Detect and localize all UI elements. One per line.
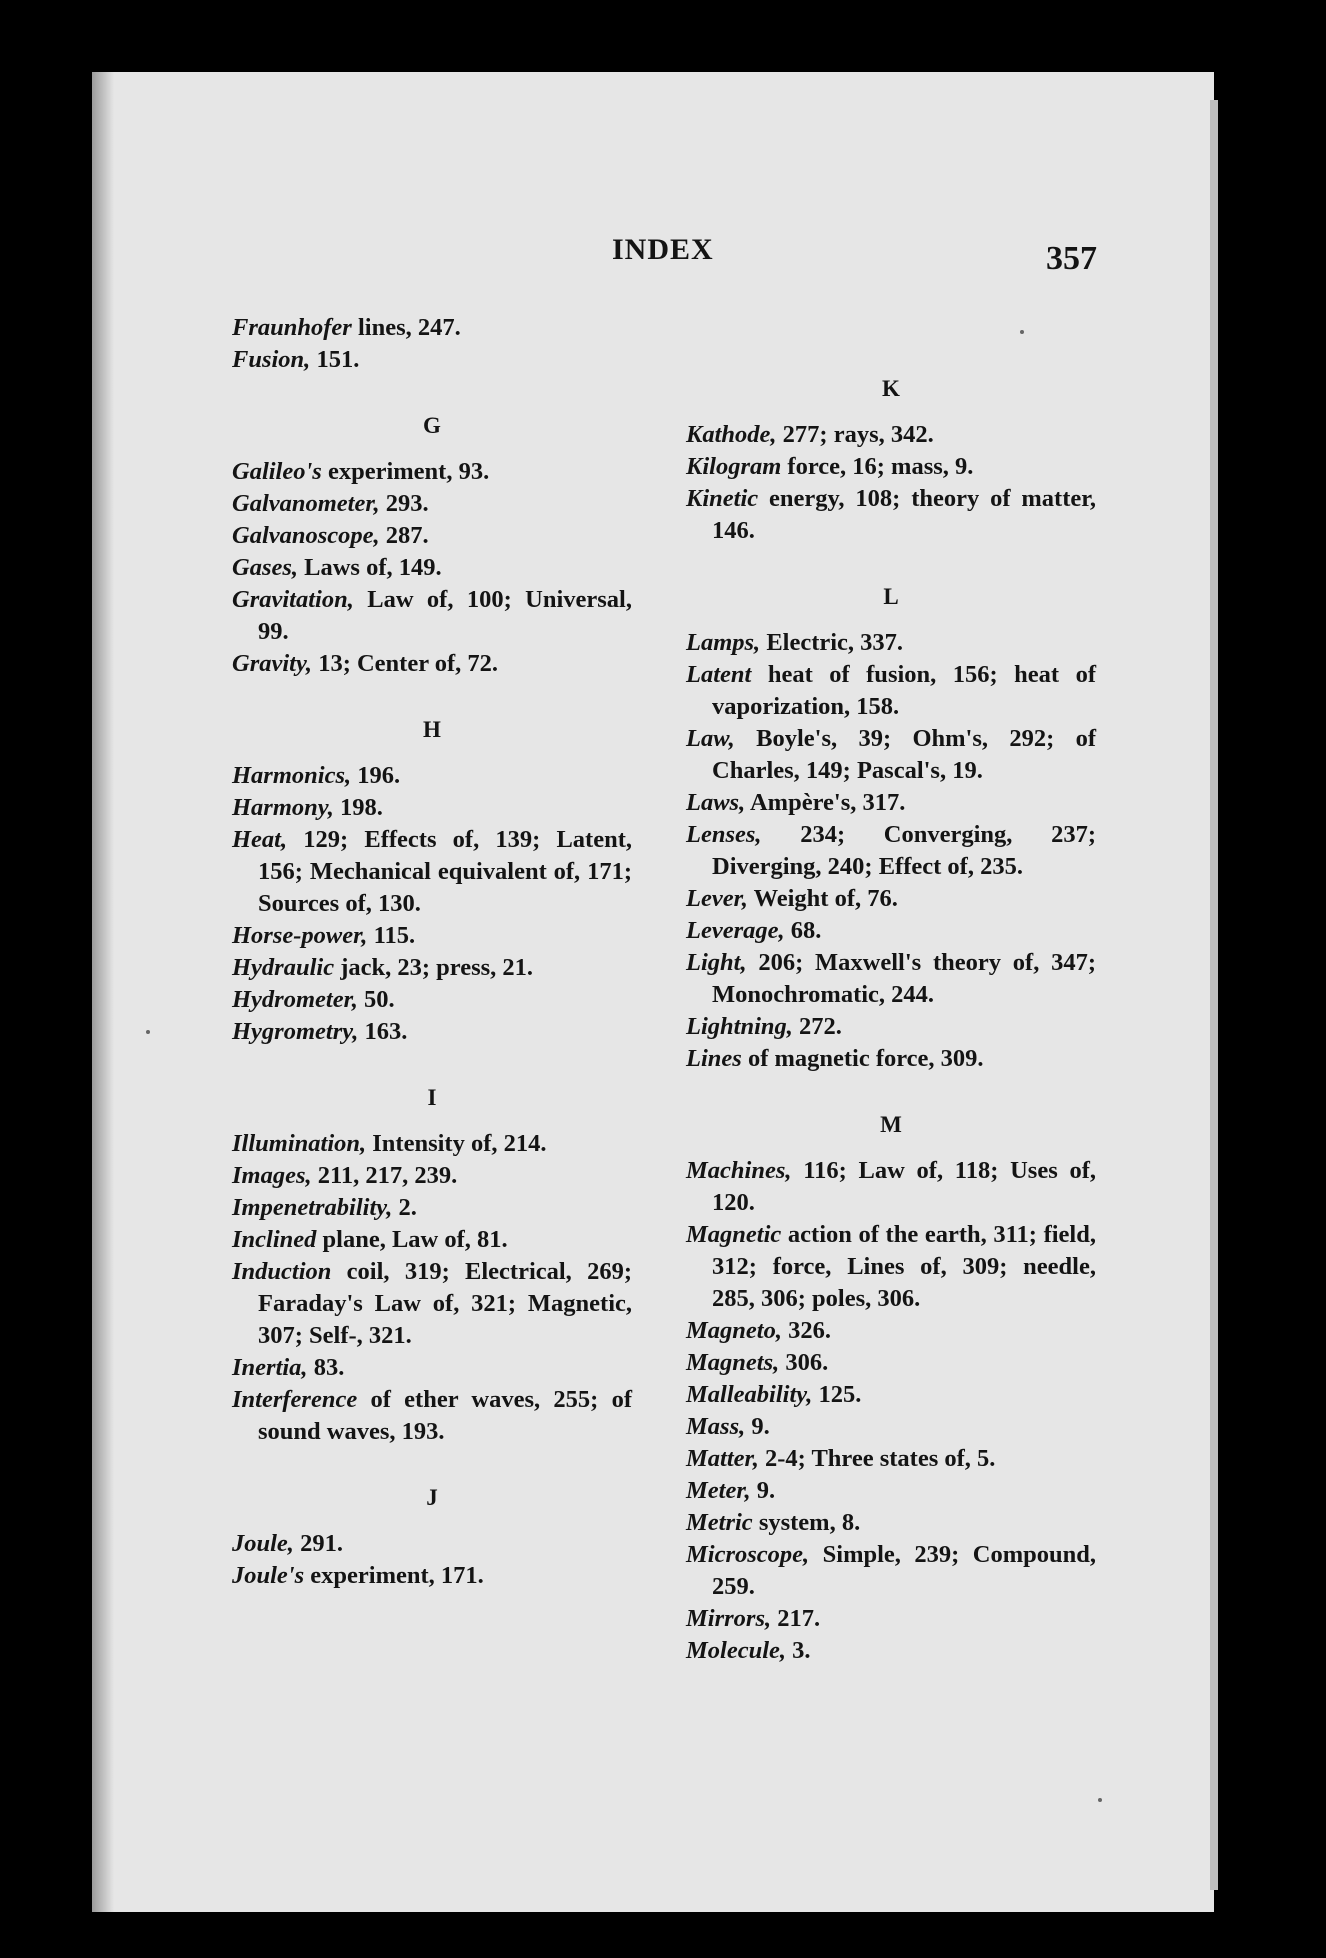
- index-entry: [232, 456, 632, 488]
- index-term: Joule's: [232, 1562, 305, 1589]
- index-entry: [232, 760, 632, 792]
- index-entry: [686, 883, 1096, 915]
- index-entry: [686, 1539, 1096, 1603]
- index-entry: [232, 1528, 632, 1560]
- index-entry: [232, 1128, 632, 1160]
- index-entry: [686, 659, 1096, 723]
- index-term: Horse-power,: [232, 922, 368, 949]
- index-references: energy, 108; theory of matter, 146.: [712, 485, 1096, 544]
- index-term: Galvanoscope,: [232, 522, 380, 549]
- index-term: Gravitation,: [232, 586, 354, 613]
- index-entry: [686, 1043, 1096, 1075]
- section-letter: H: [423, 717, 441, 742]
- index-entry: [686, 1379, 1096, 1411]
- index-entry: [232, 1256, 632, 1352]
- index-term: Illumination,: [232, 1130, 367, 1157]
- index-term: Malleability,: [686, 1381, 813, 1408]
- section-letter: M: [880, 1112, 902, 1137]
- index-term: Fraunhofer: [232, 314, 352, 341]
- index-references: 198.: [333, 794, 383, 821]
- index-references: 217.: [771, 1605, 821, 1632]
- index-references: 151.: [310, 346, 360, 373]
- index-entry: [686, 1347, 1096, 1379]
- index-references: 287.: [379, 522, 429, 549]
- index-entry: [232, 1160, 632, 1192]
- index-references: 50.: [357, 986, 395, 1013]
- index-entry: [686, 419, 1096, 451]
- index-references: experiment, 171.: [304, 1562, 484, 1589]
- index-term: Images,: [232, 1162, 312, 1189]
- index-references: 272.: [792, 1013, 842, 1040]
- index-term: Mass,: [686, 1413, 746, 1440]
- section-letter: L: [883, 584, 899, 609]
- index-term: Hydrometer,: [232, 986, 358, 1013]
- index-references: 125.: [812, 1381, 862, 1408]
- index-entry: [232, 1192, 632, 1224]
- index-term: Lamps,: [686, 629, 761, 656]
- index-references: system, 8.: [752, 1509, 861, 1536]
- index-entry: [232, 520, 632, 552]
- index-references: of magnetic force, 309.: [741, 1045, 984, 1072]
- print-speck: [1020, 330, 1024, 334]
- index-entry: [686, 1603, 1096, 1635]
- index-term: Induction: [232, 1258, 332, 1285]
- index-entry: [686, 1219, 1096, 1315]
- index-term: Molecule,: [686, 1637, 787, 1664]
- index-references: 196.: [351, 762, 401, 789]
- index-entry: [232, 1352, 632, 1384]
- index-references: force, 16; mass, 9.: [781, 453, 974, 480]
- index-entry: [686, 627, 1096, 659]
- index-entry: [232, 824, 632, 920]
- index-references: experiment, 93.: [321, 458, 490, 485]
- index-term: Inclined: [232, 1226, 317, 1253]
- index-references: 211, 217, 239.: [311, 1162, 458, 1189]
- index-references: 68.: [784, 917, 822, 944]
- index-references: 129; Effects of, 139; Latent, 156; Mechanical equivalent of, 171; Sources of, 130.: [258, 826, 632, 917]
- index-references: 163.: [358, 1018, 408, 1045]
- index-entry: [232, 344, 632, 376]
- index-entry: [686, 451, 1096, 483]
- index-term: Machines,: [686, 1157, 792, 1184]
- index-term: Joule,: [232, 1530, 294, 1557]
- index-references: 13; Center of, 72.: [312, 650, 499, 677]
- index-term: Matter,: [686, 1445, 759, 1472]
- index-entry: [232, 792, 632, 824]
- index-entry: [686, 1507, 1096, 1539]
- index-references: coil, 319; Electrical, 269; Faraday's Law of, 321; Magnetic, 307; Self-, 321.: [258, 1258, 632, 1349]
- index-column-left: [232, 312, 632, 1592]
- index-term: Galileo's: [232, 458, 322, 485]
- section-letter: I: [427, 1085, 437, 1110]
- index-term: Harmony,: [232, 794, 334, 821]
- index-references: heat of fusion, 156; heat of vaporization, 158.: [712, 661, 1096, 720]
- index-term: Latent: [686, 661, 752, 688]
- running-head: INDEX: [612, 233, 714, 266]
- index-references: 83.: [307, 1354, 345, 1381]
- index-references: 9.: [750, 1477, 776, 1504]
- section-letter: J: [426, 1485, 438, 1510]
- index-references: jack, 23; press, 21.: [334, 954, 534, 981]
- section-letter: K: [882, 376, 900, 401]
- index-references: 3.: [786, 1637, 811, 1664]
- index-entry: [686, 819, 1096, 883]
- index-references: Intensity of, 214.: [366, 1130, 547, 1157]
- index-term: Heat,: [232, 826, 288, 853]
- index-references: Laws of, 149.: [298, 554, 442, 581]
- index-references: 2-4; Three states of, 5.: [758, 1445, 996, 1472]
- index-term: Microscope,: [686, 1541, 810, 1568]
- index-term: Lightning,: [686, 1013, 793, 1040]
- index-references: plane, Law of, 81.: [316, 1226, 508, 1253]
- index-entry: [686, 947, 1096, 1011]
- index-entry: [686, 1155, 1096, 1219]
- index-term: Harmonics,: [232, 762, 352, 789]
- index-term: Kinetic: [686, 485, 759, 512]
- index-references: action of the earth, 311; field, 312; force, Lines of, 309; needle, 285, 306; poles, 306.: [712, 1221, 1096, 1312]
- index-references: 115.: [367, 922, 416, 949]
- index-references: Weight of, 76.: [747, 885, 898, 912]
- index-references: Ampère's, 317.: [745, 789, 906, 816]
- index-column-right: [686, 365, 1096, 1667]
- index-entry: [232, 648, 632, 680]
- index-references: 234; Converging, 237; Diverging, 240; Effect of, 235.: [712, 821, 1096, 880]
- index-term: Gravity,: [232, 650, 313, 677]
- index-term: Lenses,: [686, 821, 762, 848]
- index-term: Hydraulic: [232, 954, 335, 981]
- index-entry: [686, 483, 1096, 547]
- index-references: 116; Law of, 118; Uses of, 120.: [712, 1157, 1096, 1216]
- index-term: Fusion,: [232, 346, 311, 373]
- index-entry: [232, 984, 632, 1016]
- index-entry: [686, 1475, 1096, 1507]
- index-term: Interference: [232, 1386, 358, 1413]
- index-references: Simple, 239; Compound, 259.: [712, 1541, 1096, 1600]
- index-term: Galvanometer,: [232, 490, 380, 517]
- index-references: 9.: [745, 1413, 770, 1440]
- page-number: 357: [1046, 240, 1097, 277]
- index-references: 291.: [293, 1530, 343, 1557]
- index-term: Law,: [686, 725, 735, 752]
- index-references: Boyle's, 39; Ohm's, 292; of Charles, 149; Pascal's, 19.: [712, 725, 1096, 784]
- index-references: Law of, 100; Universal, 99.: [258, 586, 632, 645]
- index-references: 277; rays, 342.: [776, 421, 934, 448]
- index-term: Hygrometry,: [232, 1018, 359, 1045]
- index-term: Light,: [686, 949, 747, 976]
- index-term: Meter,: [686, 1477, 751, 1504]
- index-entry: [686, 1443, 1096, 1475]
- index-term: Magnetic: [686, 1221, 782, 1248]
- index-entry: [232, 920, 632, 952]
- index-entry: [686, 1635, 1096, 1667]
- index-entry: [232, 552, 632, 584]
- index-term: Magnets,: [686, 1349, 780, 1376]
- index-references: Electric, 337.: [760, 629, 904, 656]
- index-term: Magneto,: [686, 1317, 782, 1344]
- index-entry: [232, 1384, 632, 1448]
- section-letter: G: [423, 413, 441, 438]
- print-speck: [146, 1030, 150, 1034]
- index-entry: [232, 952, 632, 984]
- index-term: Kathode,: [686, 421, 777, 448]
- index-term: Metric: [686, 1509, 753, 1536]
- index-references: 326.: [781, 1317, 831, 1344]
- index-references: 2.: [392, 1194, 417, 1221]
- print-speck: [1098, 1798, 1102, 1802]
- index-entry: [232, 1224, 632, 1256]
- index-references: 306.: [779, 1349, 829, 1376]
- index-term: Kilogram: [686, 453, 782, 480]
- index-entry: [686, 787, 1096, 819]
- index-term: Gases,: [232, 554, 299, 581]
- index-entry: [232, 1016, 632, 1048]
- index-term: Lever,: [686, 885, 748, 912]
- index-entry: [232, 584, 632, 648]
- index-term: Inertia,: [232, 1354, 308, 1381]
- index-term: Mirrors,: [686, 1605, 772, 1632]
- index-entry: [686, 1411, 1096, 1443]
- index-entry: [686, 1011, 1096, 1043]
- index-references: of ether waves, 255; of sound waves, 193.: [258, 1386, 632, 1445]
- index-entry: [686, 723, 1096, 787]
- index-term: Leverage,: [686, 917, 785, 944]
- index-references: lines, 247.: [351, 314, 461, 341]
- index-references: 206; Maxwell's theory of, 347; Monochromatic, 244.: [712, 949, 1096, 1008]
- index-references: 293.: [379, 490, 429, 517]
- index-entry: [232, 488, 632, 520]
- index-term: Impenetrability,: [232, 1194, 393, 1221]
- page-edge: [1210, 100, 1218, 1890]
- index-term: Laws,: [686, 789, 746, 816]
- index-entry: [232, 312, 632, 344]
- index-entry: [686, 1315, 1096, 1347]
- index-entry: [686, 915, 1096, 947]
- index-term: Lines: [686, 1045, 742, 1072]
- index-entry: [232, 1560, 632, 1592]
